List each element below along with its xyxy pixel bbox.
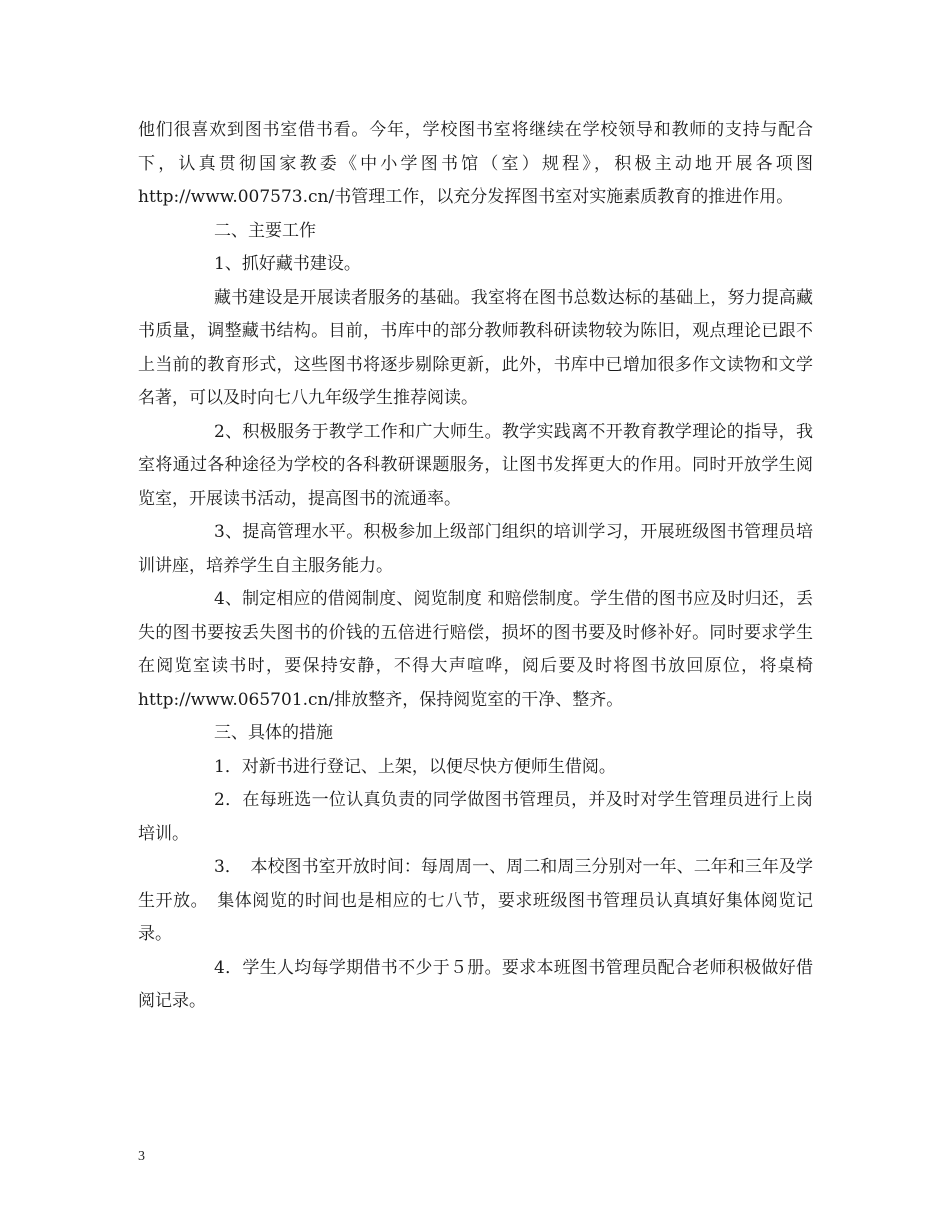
measure-item-4: 4．学生人均每学期借书不少于５册。要求本班图书管理员配合老师积极做好借阅记录。	[138, 957, 813, 1011]
paragraph-borrowing-rules: 4、制定相应的借阅制度、阅览制度 和赔偿制度。学生借的图书应及时归还，丢失的图书要按丢失图书的价钱的五倍进行赔偿，损坏的图书要及时修补好。同时要求学生在阅览室读书时，要保持安静，不得大声喧哗，阅后要及时将图书放回原位，将桌椅http://www.065701.cn/排放整齐，保持阅览室的干净、整齐。	[138, 589, 813, 710]
paragraph-intro-continued: 他们很喜欢到图书室借书看。今年，学校图书室将继续在学校领导和教师的支持与配合下，认真贯彻国家教委《中小学图书馆（室）规程》，积极主动地开展各项图http://www.007573.cn/书管理工作，以充分发挥图书室对实施素质教育的推进作用。	[138, 120, 813, 207]
measure-item-3: 3． 本校图书室开放时间：每周周一、周二和周三分别对一年、二年和三年及学生开放。 集体阅览的时间也是相应的七八节，要求班级图书管理员认真填好集体阅览记录。	[138, 857, 813, 944]
paragraph-teaching-service: 2、积极服务于教学工作和广大师生。教学实践离不开教育教学理论的指导，我室将通过各种途径为学校的各科教研课题服务，让图书发挥更大的作用。同时开放学生阅览室，开展读书活动，提高图书的流通率。	[138, 421, 813, 509]
subheading-collection-building: 1、抓好藏书建设。	[214, 254, 361, 274]
heading-main-work: 二、主要工作	[214, 220, 316, 241]
heading-specific-measures: 三、具体的措施	[214, 723, 333, 743]
document-body	[138, 114, 813, 1019]
paragraph-management-level: 3、提高管理水平。积极参加上级部门组织的培训学习，开展班级图书管理员培训讲座，培养学生自主服务能力。	[138, 522, 813, 576]
measure-item-2: 2．在每班选一位认真负责的同学做图书管理员，并及时对学生管理员进行上岗培训。	[138, 790, 813, 844]
page-number: 3	[138, 1149, 145, 1164]
paragraph-collection-building: 藏书建设是开展读者服务的基础。我室将在图书总数达标的基础上，努力提高藏书质量，调整藏书结构。目前，书库中的部分教师教科研读物较为陈旧，观点理论已跟不上当前的教育形式，这些图书将逐步剔除更新，此外，书库中已增加很多作文读物和文学名著，可以及时向七八九年级学生推荐阅读。	[138, 287, 813, 408]
measure-item-1: 1．对新书进行登记、上架，以便尽快方便师生借阅。	[214, 756, 616, 777]
